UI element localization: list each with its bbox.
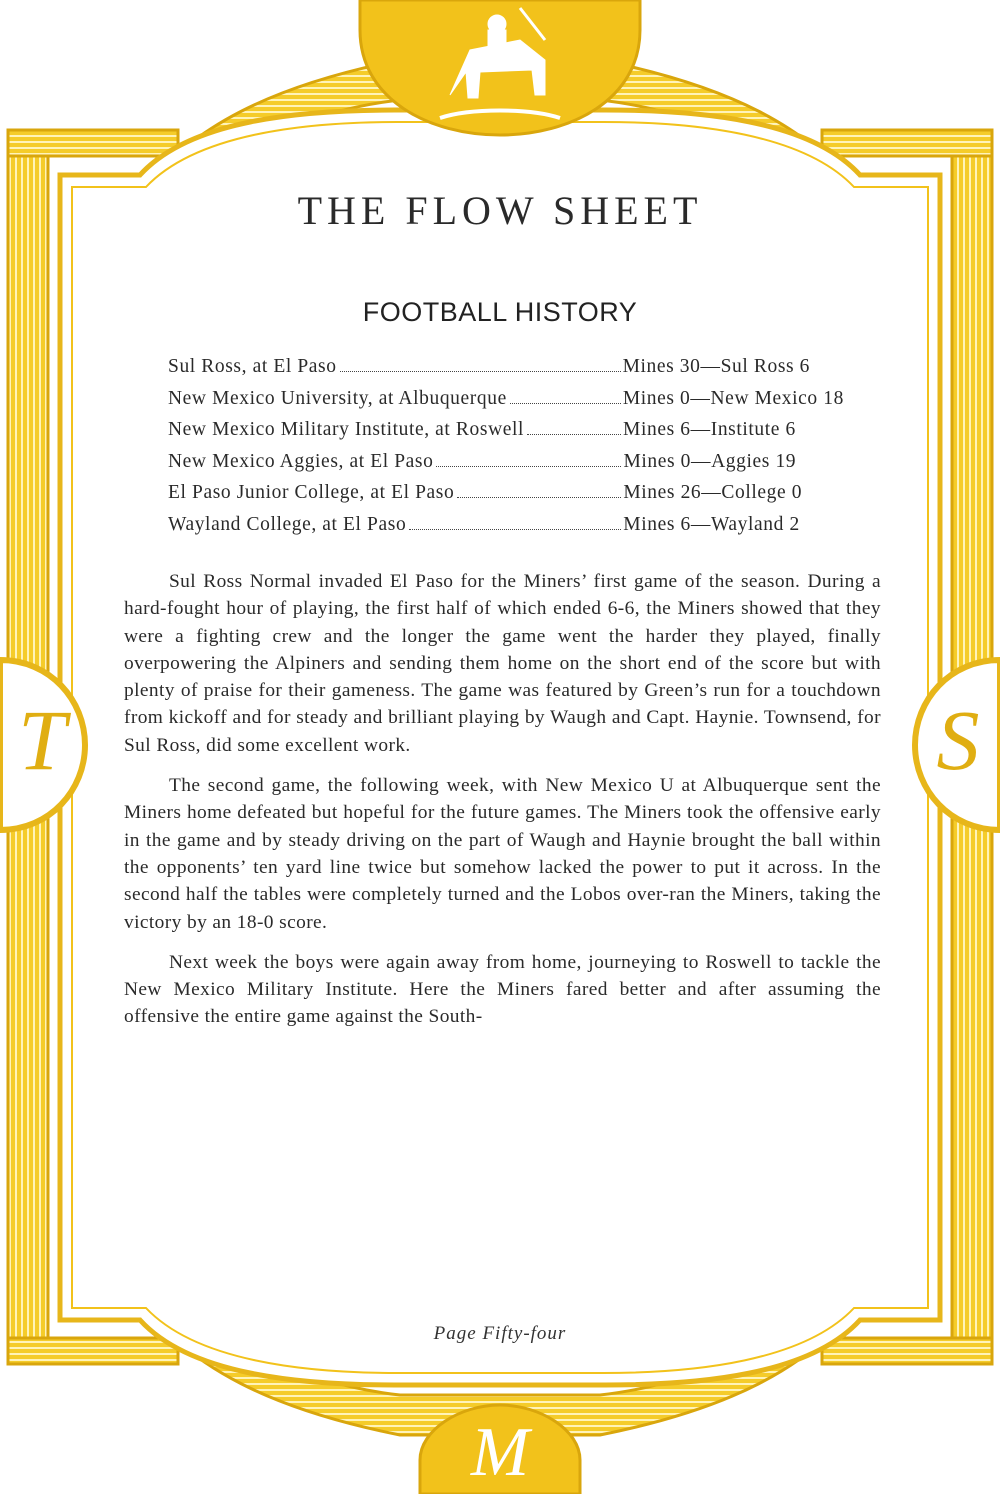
section-heading: FOOTBALL HISTORY: [362, 297, 638, 327]
paragraph: The second game, the following week, with New Mexico U at Albuquerque sent the Miners home defeated but hopeful for the future games. The Miners took the offensive early in the game and by steady driving on the part of Waugh and Haynie brought the ball within the opponents’ ten yard line twice but somehow lacked the power to put it across. In the second half the tables were completely turned and the Lobos over-ran the Miners, taking the victory by an 18-0 score.: [124, 775, 881, 933]
leader-dots: [436, 466, 621, 467]
result-score: Mines 30—Sul Ross 6: [622, 356, 811, 377]
leader-dots: [527, 434, 621, 435]
leader-dots: [340, 371, 621, 372]
right-monogram: S: [936, 692, 980, 788]
result-score: Mines 6—Wayland 2: [623, 513, 800, 535]
result-game: New Mexico Aggies, at El Paso: [168, 450, 434, 472]
result-game: El Paso Junior College, at El Paso: [168, 482, 455, 503]
result-row: [168, 356, 888, 388]
leader-dots: [409, 529, 621, 530]
paragraph: Next week the boys were again away from home, journeying to Roswell to tackle the New Mexico Military Institute. Here the Miners fared better and after assuming the offensive the entire game against the South-: [124, 951, 881, 1028]
bottom-monogram: M: [470, 1414, 530, 1491]
result-game: Wayland College, at El Paso: [168, 513, 407, 535]
leader-dots: [510, 403, 621, 404]
result-row: [168, 482, 888, 514]
result-score: Mines 6—Institute 6: [623, 419, 796, 440]
result-row: [168, 451, 888, 483]
result-game: Sul Ross, at El Paso: [168, 356, 337, 377]
leader-dots: [457, 497, 621, 498]
page-number: Page Fifty-four: [433, 1323, 567, 1344]
result-game: New Mexico Military Institute, at Roswell: [168, 419, 525, 440]
result-game: New Mexico University, at Albuquerque: [168, 387, 507, 409]
paragraph: Sul Ross Normal invaded El Paso for the Miners’ first game of the season. During a hard-fought hour of playing, the first half of which ended 6-6, the Miners showed that they were a fighting crew and the longer the game went the harder they played, finally overpowering the Alpiners and sending them home on the short end of the score but with plenty of praise for their gameness. The game was featured by Green’s run for a touchdown from kickoff and for steady and brilliant playing by Waugh and Capt. Haynie. Townsend, for Sul Ross, did some excellent work.: [124, 571, 881, 756]
left-monogram: T: [18, 692, 66, 788]
result-row: [168, 388, 888, 420]
article-body: [124, 568, 881, 1044]
result-score: Mines 26—College 0: [623, 482, 803, 503]
result-row: [168, 419, 888, 451]
results-list: [168, 356, 888, 545]
page-title: THE FLOW SHEET: [297, 187, 703, 233]
result-row: [168, 514, 888, 546]
result-score: Mines 0—New Mexico 18: [622, 387, 844, 409]
result-score: Mines 0—Aggies 19: [623, 450, 797, 472]
